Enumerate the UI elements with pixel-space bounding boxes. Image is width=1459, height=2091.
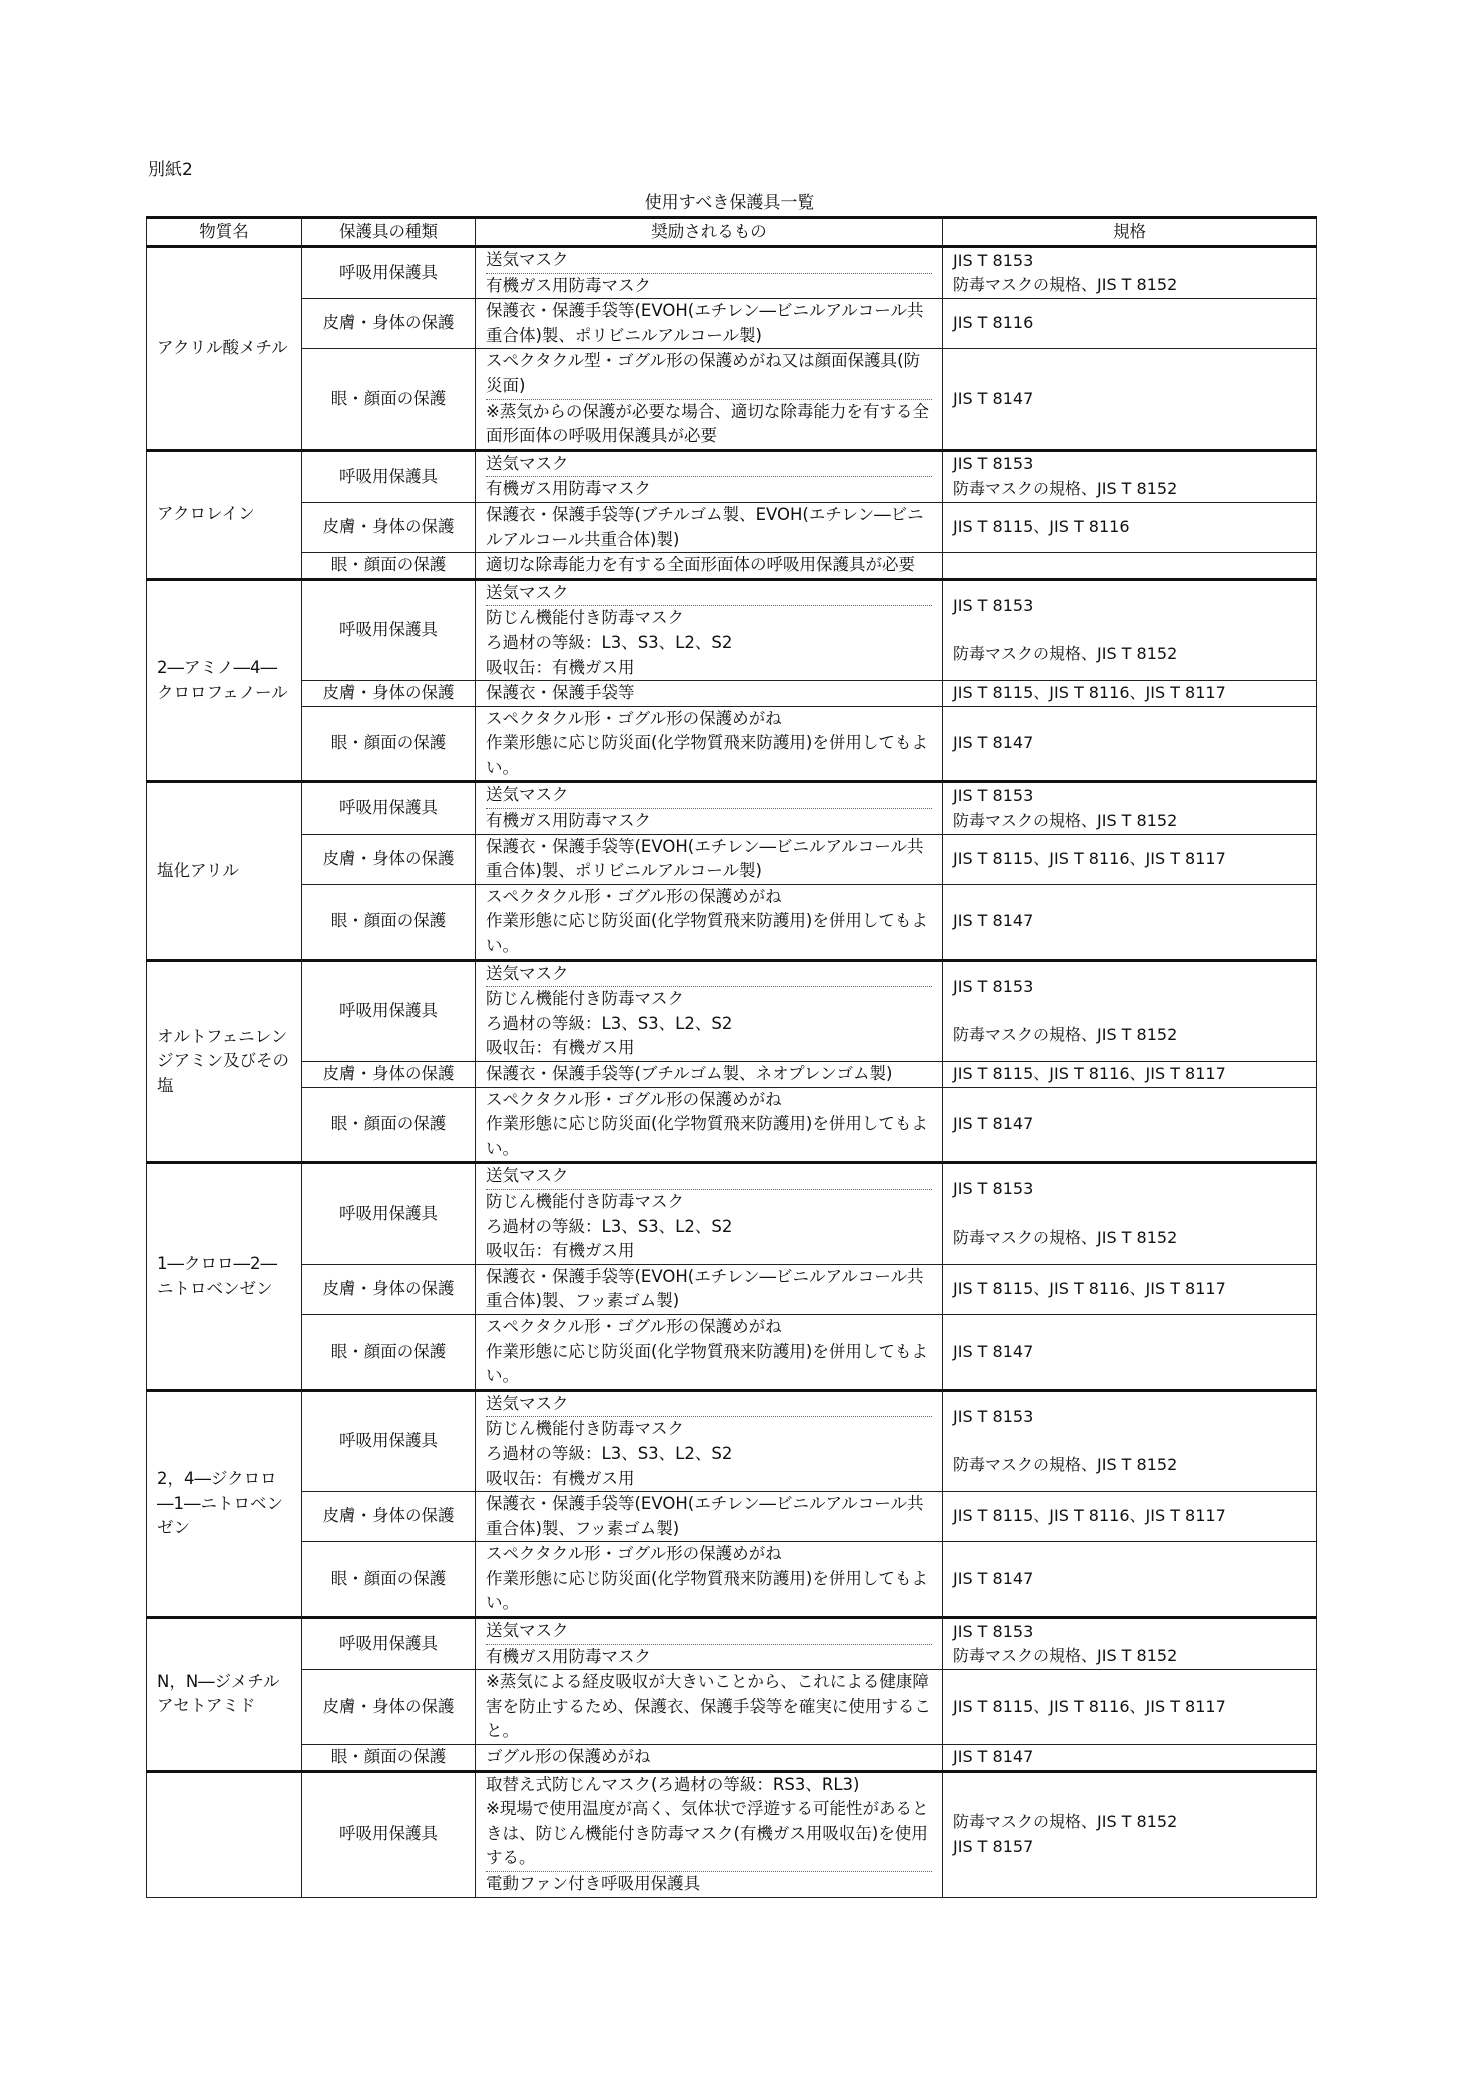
equipment-type: 呼吸用保護具 [302, 247, 476, 299]
equipment-type: 眼・顔面の保護 [302, 706, 476, 782]
standard-item: JIS T 8153 [953, 1406, 1034, 1426]
recommended-items [476, 706, 943, 782]
recommended-items [476, 349, 943, 450]
standards [943, 884, 1317, 960]
equipment-type: 皮膚・身体の保護 [302, 1062, 476, 1088]
recommended-item: ※蒸気からの保護が必要な場合、適切な除毒能力を有する全面形面体の呼吸用保護具が必要 [486, 401, 929, 446]
recommended-item: スペクタクル形・ゴグル形の保護めがね 作業形態に応じ防災面(化学物質飛来防護用)を併用してもよい。 [486, 1544, 928, 1613]
recommended-item: 送気マスク [486, 783, 932, 809]
standard-item: JIS T 8153 [953, 250, 1034, 270]
standards [943, 782, 1317, 834]
table-row [147, 782, 1317, 834]
standards [943, 1670, 1317, 1745]
standard-item: JIS T 8153 [953, 1179, 1034, 1199]
table-row [147, 1618, 1317, 1670]
standard-item: 防毒マスクの規格、JIS T 8152 [953, 478, 1178, 498]
recommended-item: 防じん機能付き防毒マスク ろ過材の等級：L3、S3、L2、S2 吸収缶：有機ガス用 [486, 1419, 733, 1488]
recommended-item: 有機ガス用防毒マスク [486, 811, 651, 831]
recommended-item: 保護衣・保護手袋等(EVOH(エチレン―ビニルアルコール共重合体)製、ポリビニルアルコール製) [486, 301, 924, 345]
protective-equipment-table [146, 216, 1317, 1898]
equipment-type: 呼吸用保護具 [302, 960, 476, 1061]
header-equipment-type: 保護具の種類 [302, 218, 476, 247]
standard-item: JIS T 8153 [953, 454, 1034, 474]
table-row [147, 299, 1317, 349]
standard-item: JIS T 8147 [953, 1341, 1034, 1361]
recommended-item: 保護衣・保護手袋等(EVOH(エチレン―ビニルアルコール共重合体)製、ポリビニルアルコール製) [486, 836, 924, 881]
equipment-type: 眼・顔面の保護 [302, 1745, 476, 1772]
standard-item: JIS T 8153 [953, 976, 1034, 996]
standards [943, 834, 1317, 884]
table-header-row [147, 218, 1317, 247]
recommended-items [476, 1492, 943, 1542]
header-substance: 物質名 [147, 218, 302, 247]
standards [943, 1087, 1317, 1163]
recommended-item: 防じん機能付き防毒マスク ろ過材の等級：L3、S3、L2、S2 吸収缶：有機ガス用 [486, 608, 733, 677]
recommended-items [476, 450, 943, 502]
recommended-item: 保護衣・保護手袋等(ブチルゴム製、EVOH(エチレン―ビニルアルコール共重合体)製) [486, 504, 924, 549]
table-row [147, 1670, 1317, 1745]
recommended-item: 取替え式防じんマスク(ろ過材の等級：RS3、RL3) ※現場で使用温度が高く、気体状で浮遊する可能性があるときは、防じん機能付き防毒マスク(有機ガス用吸収缶)を使用する。 [486, 1773, 932, 1872]
standards [943, 1492, 1317, 1542]
table-row [147, 502, 1317, 552]
recommended-item: 有機ガス用防毒マスク [486, 479, 651, 499]
equipment-type: 呼吸用保護具 [302, 1390, 476, 1491]
table-row [147, 1062, 1317, 1088]
recommended-item: 保護衣・保護手袋等(EVOH(エチレン―ビニルアルコール共重合体)製、フッ素ゴム製) [486, 1266, 924, 1311]
table-row [147, 1163, 1317, 1264]
recommended-items [476, 247, 943, 299]
recommended-item: 保護衣・保護手袋等 [486, 683, 635, 703]
standards [943, 349, 1317, 450]
standards [943, 247, 1317, 299]
table-row [147, 553, 1317, 580]
standards [943, 1314, 1317, 1390]
equipment-type: 皮膚・身体の保護 [302, 834, 476, 884]
recommended-items [476, 681, 943, 707]
substance-name: 2―アミノ―4―クロロフェノール [147, 579, 302, 782]
standard-item: JIS T 8115、JIS T 8116、JIS T 8117 [953, 683, 1226, 703]
standard-item: JIS T 8115、JIS T 8116、JIS T 8117 [953, 848, 1226, 868]
recommended-item: 保護衣・保護手袋等(ブチルゴム製、ネオプレンゴム製) [486, 1064, 893, 1083]
equipment-type: 皮膚・身体の保護 [302, 681, 476, 707]
standard-item: JIS T 8153 [953, 1621, 1034, 1641]
header-recommended: 奨励されるもの [476, 218, 943, 247]
recommended-item: 電動ファン付き呼吸用保護具 [486, 1874, 701, 1893]
substance-name: 1―クロロ―2―ニトロベンゼン [147, 1163, 302, 1390]
table-row [147, 681, 1317, 707]
recommended-items [476, 782, 943, 834]
table-row [147, 1390, 1317, 1491]
recommended-item: 送気マスク [486, 248, 932, 274]
standards [943, 706, 1317, 782]
standards [943, 1745, 1317, 1772]
substance-name: 2，4―ジクロロ―1―ニトロベンゼン [147, 1390, 302, 1617]
standard-item: JIS T 8147 [953, 1568, 1034, 1588]
standards [943, 681, 1317, 707]
equipment-type: 呼吸用保護具 [302, 1618, 476, 1670]
substance-name [147, 1771, 302, 1897]
standard-item: JIS T 8115、JIS T 8116 [953, 517, 1130, 537]
recommended-item: 有機ガス用防毒マスク [486, 275, 651, 295]
recommended-items [476, 1062, 943, 1088]
recommended-items [476, 1314, 943, 1390]
standards [943, 450, 1317, 502]
equipment-type: 呼吸用保護具 [302, 1163, 476, 1264]
recommended-items [476, 1087, 943, 1163]
substance-name: アクリル酸メチル [147, 247, 302, 451]
standards [943, 299, 1317, 349]
standard-item: 防毒マスクの規格、JIS T 8152 [953, 1025, 1178, 1045]
recommended-items [476, 579, 943, 680]
standard-item: JIS T 8115、JIS T 8116、JIS T 8117 [953, 1279, 1226, 1299]
standard-item: JIS T 8116 [953, 313, 1034, 333]
standards [943, 579, 1317, 680]
recommended-item: スペクタクル形・ゴグル形の保護めがね 作業形態に応じ防災面(化学物質飛来防護用)を併用してもよい。 [486, 1089, 928, 1158]
standards [943, 1771, 1317, 1897]
equipment-type: 皮膚・身体の保護 [302, 1264, 476, 1314]
recommended-items [476, 1618, 943, 1670]
table-row [147, 349, 1317, 450]
recommended-items [476, 1163, 943, 1264]
table-row [147, 1087, 1317, 1163]
standard-item: 防毒マスクの規格、JIS T 8152 [953, 1228, 1178, 1248]
standards [943, 1264, 1317, 1314]
equipment-type: 皮膚・身体の保護 [302, 502, 476, 552]
standard-item: JIS T 8153 [953, 595, 1034, 615]
standard-item: 防毒マスクの規格、JIS T 8152 [953, 275, 1178, 295]
recommended-item: スペクタクル形・ゴグル形の保護めがね 作業形態に応じ防災面(化学物質飛来防護用)を併用してもよい。 [486, 1316, 928, 1386]
equipment-type: 眼・顔面の保護 [302, 1087, 476, 1163]
recommended-item: ※蒸気による経皮吸収が大きいことから、これによる健康障害を防止するため、保護衣、保護手袋等を確実に使用すること。 [486, 1672, 931, 1741]
recommended-item: 有機ガス用防毒マスク [486, 1646, 651, 1666]
table-row [147, 1745, 1317, 1772]
standards [943, 553, 1317, 580]
table-row [147, 1771, 1317, 1897]
standard-item: JIS T 8157 [953, 1836, 1034, 1856]
table-body [147, 247, 1317, 1898]
recommended-item: スペクタクル形・ゴグル形の保護めがね 作業形態に応じ防災面(化学物質飛来防護用)を併用してもよい。 [486, 886, 928, 956]
recommended-items [476, 884, 943, 960]
equipment-type: 呼吸用保護具 [302, 450, 476, 502]
recommended-item: 適切な除毒能力を有する全面形面体の呼吸用保護具が必要 [486, 555, 915, 575]
standard-item: JIS T 8115、JIS T 8116、JIS T 8117 [953, 1696, 1226, 1716]
standard-item: JIS T 8147 [953, 733, 1034, 753]
table-row [147, 706, 1317, 782]
table-row [147, 450, 1317, 502]
equipment-type: 眼・顔面の保護 [302, 1542, 476, 1618]
recommended-items [476, 502, 943, 552]
standard-item: JIS T 8153 [953, 785, 1034, 805]
recommended-items [476, 1390, 943, 1491]
recommended-items [476, 1542, 943, 1618]
recommended-item: スペクタクル形・ゴグル形の保護めがね 作業形態に応じ防災面(化学物質飛来防護用)を併用してもよい。 [486, 708, 928, 777]
recommended-items [476, 299, 943, 349]
recommended-items [476, 553, 943, 580]
recommended-item: 送気マスク [486, 1164, 932, 1190]
table-row [147, 834, 1317, 884]
recommended-items [476, 834, 943, 884]
recommended-item: 送気マスク [486, 962, 932, 988]
table-row [147, 1314, 1317, 1390]
standards [943, 1163, 1317, 1264]
recommended-item: 送気マスク [486, 1619, 932, 1645]
standards [943, 1618, 1317, 1670]
standards [943, 1390, 1317, 1491]
standards [943, 502, 1317, 552]
table-row [147, 1542, 1317, 1618]
equipment-type: 皮膚・身体の保護 [302, 299, 476, 349]
standard-item: JIS T 8115、JIS T 8116、JIS T 8117 [953, 1506, 1226, 1526]
equipment-type: 呼吸用保護具 [302, 579, 476, 680]
recommended-items [476, 960, 943, 1061]
equipment-type: 眼・顔面の保護 [302, 553, 476, 580]
substance-name: N，N―ジメチルアセトアミド [147, 1618, 302, 1772]
recommended-item: スペクタクル型・ゴグル形の保護めがね又は顔面保護具(防災面) [486, 349, 932, 399]
substance-name: アクロレイン [147, 450, 302, 579]
table-row [147, 247, 1317, 299]
table-row [147, 579, 1317, 680]
standard-item: JIS T 8147 [953, 911, 1034, 931]
standard-item: 防毒マスクの規格、JIS T 8152 [953, 1455, 1178, 1475]
standard-item: JIS T 8147 [953, 1747, 1034, 1767]
standards [943, 1062, 1317, 1088]
recommended-items [476, 1745, 943, 1772]
recommended-item: 防じん機能付き防毒マスク ろ過材の等級：L3、S3、L2、S2 吸収缶：有機ガス用 [486, 989, 733, 1058]
recommended-item: 送気マスク [486, 452, 932, 478]
standard-item: JIS T 8115、JIS T 8116、JIS T 8117 [953, 1064, 1226, 1083]
document-title: 使用すべき保護具一覧 [644, 193, 815, 213]
recommended-items [476, 1670, 943, 1745]
table-row [147, 884, 1317, 960]
equipment-type: 眼・顔面の保護 [302, 884, 476, 960]
equipment-type: 皮膚・身体の保護 [302, 1670, 476, 1745]
standard-item: JIS T 8147 [953, 388, 1034, 408]
standards [943, 1542, 1317, 1618]
standard-item: 防毒マスクの規格、JIS T 8152 [953, 644, 1178, 664]
equipment-type: 呼吸用保護具 [302, 1771, 476, 1897]
recommended-item: 送気マスク [486, 1392, 932, 1418]
recommended-item: 防じん機能付き防毒マスク ろ過材の等級：L3、S3、L2、S2 吸収缶：有機ガス用 [486, 1191, 733, 1261]
recommended-items [476, 1264, 943, 1314]
equipment-type: 呼吸用保護具 [302, 782, 476, 834]
recommended-item: 送気マスク [486, 581, 932, 607]
table-row [147, 1264, 1317, 1314]
standard-item: JIS T 8147 [953, 1114, 1034, 1134]
table-row [147, 1492, 1317, 1542]
document-label: 別紙2 [148, 160, 193, 180]
header-standard: 規格 [943, 218, 1317, 247]
recommended-item: ゴグル形の保護めがね [486, 1747, 651, 1767]
recommended-items [476, 1771, 943, 1897]
equipment-type: 皮膚・身体の保護 [302, 1492, 476, 1542]
equipment-type: 眼・顔面の保護 [302, 349, 476, 450]
standards [943, 960, 1317, 1061]
equipment-type: 眼・顔面の保護 [302, 1314, 476, 1390]
substance-name: 塩化アリル [147, 782, 302, 960]
table-row [147, 960, 1317, 1061]
substance-name: オルトフェニレンジアミン及びその塩 [147, 960, 302, 1163]
standard-item: 防毒マスクの規格、JIS T 8152 [953, 810, 1178, 830]
standard-item: 防毒マスクの規格、JIS T 8152 [953, 1812, 1178, 1832]
recommended-item: 保護衣・保護手袋等(EVOH(エチレン―ビニルアルコール共重合体)製、フッ素ゴム製) [486, 1494, 924, 1538]
standard-item: 防毒マスクの規格、JIS T 8152 [953, 1646, 1178, 1666]
